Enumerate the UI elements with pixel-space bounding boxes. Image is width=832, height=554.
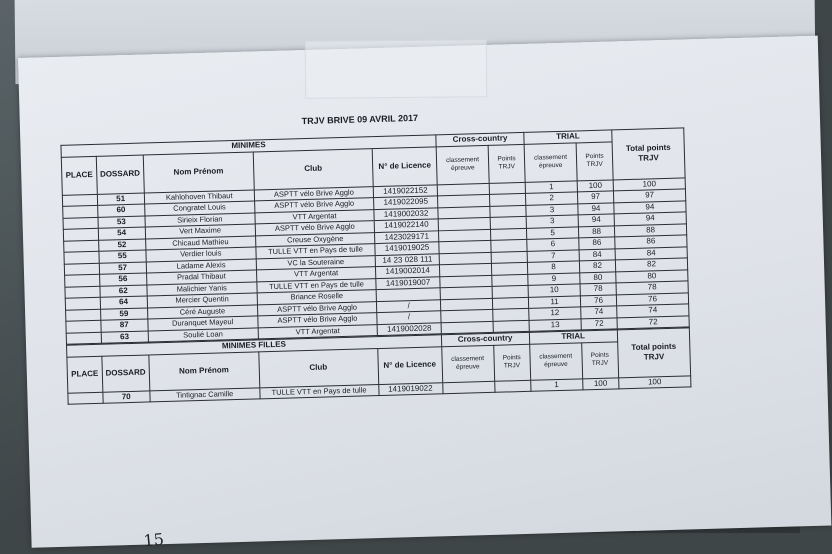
col-trial-classement: classement épreuve [524, 142, 577, 181]
club-cell: ASPTT vélo Brive Agglo [254, 198, 374, 213]
trial-classement-cell: 1 [530, 378, 582, 391]
cross-points-cell [492, 297, 528, 310]
cross-points-cell [490, 216, 526, 229]
minimes-section-header: MINIMES [61, 135, 436, 157]
trial-classement-cell: 5 [527, 226, 579, 239]
licence-cell: 1419019007 [376, 276, 440, 289]
trial-classement-cell: 7 [527, 249, 579, 262]
trial-classement-cell: 3 [526, 203, 578, 216]
club-cell: TULLE VTT en Pays de tulle [256, 244, 376, 259]
total-cell: 97 [614, 189, 686, 203]
page-title: TRJV BRIVE 09 AVRIL 2017 [301, 112, 419, 127]
trial-header: TRIAL [524, 130, 612, 144]
club-cell: Briance Roselle [257, 290, 377, 305]
name-cell: Chicaud Mathieu [145, 235, 255, 250]
cross-points-cell [491, 262, 527, 275]
trial-points-cell: 94 [578, 202, 614, 215]
name-cell: Tintignac Camille [150, 387, 260, 402]
trial-points-cell: 76 [580, 294, 616, 307]
place-cell [64, 263, 99, 275]
club-cell: VC la Souteraine [256, 255, 376, 270]
trial-points-cell: 78 [580, 283, 616, 296]
place-cell [66, 332, 101, 344]
name-cell: Ladame Alexis [146, 258, 256, 273]
filles-cross-country-header: Cross-country [441, 332, 529, 346]
name-cell: Verdier louis [146, 247, 256, 262]
trial-classement-cell: 6 [527, 238, 579, 251]
filles-trial-header: TRIAL [529, 330, 617, 344]
licence-cell: 1419022140 [374, 219, 438, 232]
col-club: Club [253, 148, 373, 189]
name-cell: Vert Maxime [145, 224, 255, 239]
licence-cell: 1419002032 [374, 207, 438, 220]
dossard-cell: 70 [103, 390, 150, 403]
handwritten-note: 15 [142, 529, 165, 551]
name-cell: Congratel Louis [144, 201, 254, 216]
licence-cell: / [377, 299, 441, 312]
cross-classement-cell [442, 381, 494, 394]
trial-points-cell: 72 [581, 317, 617, 330]
club-cell: ASPTT vélo Brive Agglo [258, 313, 378, 328]
place-cell [64, 240, 99, 252]
dossard-cell: 63 [101, 330, 148, 343]
trial-points-cell: 74 [581, 306, 617, 319]
dossard-cell: 54 [98, 227, 145, 240]
trial-classement-cell: 13 [529, 318, 581, 331]
dossard-cell: 59 [100, 307, 147, 320]
total-cell: 76 [616, 292, 688, 306]
dossard-cell: 62 [100, 284, 147, 297]
minimes-rows [62, 177, 689, 344]
place-cell [63, 228, 98, 240]
filles-col-nom: Nom Prénom [149, 351, 260, 390]
col-place: PLACE [61, 156, 97, 195]
trial-points-cell: 84 [579, 248, 615, 261]
licence-cell: 1419022152 [373, 184, 437, 197]
cross-points-cell [493, 308, 529, 321]
total-cell: 94 [614, 212, 686, 226]
name-cell: Sirieix Florian [145, 212, 255, 227]
col-dossard: DOSSARD [96, 155, 144, 194]
cross-points-cell [494, 380, 530, 393]
dossard-cell: 87 [101, 319, 148, 332]
club-cell: VTT Argentat [256, 267, 376, 282]
filles-col-licence: N° de Licence [377, 346, 442, 384]
trial-classement-cell: 9 [528, 272, 580, 285]
trial-points-cell: 100 [577, 179, 613, 192]
club-cell: VTT Argentat [258, 324, 378, 339]
trial-classement-cell: 12 [529, 307, 581, 320]
filles-col-trial-classement: classement épreuve [529, 342, 582, 379]
club-cell: TULLE VTT en Pays de tulle [259, 384, 378, 399]
minimes-filles-section-header: MINIMES FILLES [67, 335, 442, 357]
name-cell: Malichier Yanis [147, 281, 257, 296]
cross-points-cell [492, 274, 528, 287]
place-cell [66, 320, 101, 332]
club-cell: ASPTT vélo Brive Agglo [254, 186, 374, 201]
dossard-cell: 64 [100, 296, 147, 309]
total-cell: 100 [618, 375, 690, 389]
filles-col-dossard: DOSSARD [102, 354, 150, 391]
col-licence: N° de Licence [372, 146, 437, 186]
name-cell: Mercier Quentin [147, 293, 257, 308]
results-sheet [60, 105, 708, 405]
name-cell: Céré Auguste [147, 304, 257, 319]
paper-sheet [18, 36, 831, 551]
licence-cell: 1419002014 [376, 265, 440, 278]
filles-col-trial-points: Points TRJV [581, 341, 618, 378]
name-cell: Pradal Thibaut [146, 270, 256, 285]
trial-classement-cell: 2 [526, 192, 578, 205]
trial-points-cell: 80 [580, 271, 616, 284]
dossard-cell: 51 [97, 193, 144, 206]
filles-col-cross-classement: classement épreuve [441, 345, 494, 382]
dossard-cell: 55 [99, 250, 146, 263]
place-cell [66, 309, 101, 321]
name-cell: Kahlohoven Thibaut [144, 189, 254, 204]
col-trial-points: Points TRJV [576, 141, 613, 180]
licence-cell: 1423029171 [375, 230, 439, 243]
dossard-cell: 53 [98, 216, 145, 229]
filles-col-place: PLACE [67, 356, 103, 393]
licence-cell: 1419022095 [374, 196, 438, 209]
total-cell: 86 [615, 235, 687, 249]
name-cell: Duranquet Mayeul [147, 316, 257, 331]
club-cell: ASPTT vélo Brive Agglo [255, 221, 375, 236]
place-cell [65, 286, 100, 298]
trial-classement-cell: 10 [528, 284, 580, 297]
col-cross-points: Points TRJV [488, 144, 525, 183]
total-cell: 78 [616, 281, 688, 295]
place-cell [68, 392, 103, 404]
cross-points-cell [489, 182, 525, 195]
filles-col-cross-points: Points TRJV [493, 344, 530, 381]
total-cell: 82 [615, 258, 687, 272]
dossard-cell: 56 [99, 273, 146, 286]
trial-points-cell: 88 [578, 225, 614, 238]
place-cell [65, 274, 100, 286]
trial-points-cell: 94 [578, 214, 614, 227]
col-nom: Nom Prénom [143, 151, 254, 192]
dossard-cell: 60 [97, 204, 144, 217]
cross-country-header: Cross-country [436, 132, 524, 146]
trial-classement-cell: 11 [528, 295, 580, 308]
cross-points-cell [493, 320, 529, 333]
place-cell [63, 217, 98, 229]
place-cell [64, 251, 99, 263]
total-points-header: Total points TRJV [612, 128, 685, 179]
total-cell: 84 [615, 246, 687, 260]
place-cell [62, 194, 97, 206]
cross-points-cell [490, 228, 526, 241]
trial-points-cell: 82 [579, 260, 615, 273]
licence-cell: 1419019022 [378, 382, 442, 395]
total-cell: 94 [614, 200, 686, 214]
club-cell: TULLE VTT en Pays de tulle [257, 278, 377, 293]
total-cell: 80 [616, 269, 688, 283]
col-cross-classement: classement épreuve [436, 145, 489, 184]
filles-col-club: Club [258, 348, 378, 387]
total-cell: 74 [617, 304, 689, 318]
licence-cell: 1419019025 [375, 242, 439, 255]
club-cell: VTT Argentat [255, 209, 375, 224]
total-cell: 88 [614, 223, 686, 237]
filles-total-points-header: Total points TRJV [617, 328, 690, 377]
place-cell [65, 297, 100, 309]
club-cell: Creuse Oxygène [255, 232, 375, 247]
trial-points-cell: 86 [579, 237, 615, 250]
dossard-cell: 52 [98, 239, 145, 252]
licence-cell: 1419002028 [377, 322, 441, 335]
club-cell: ASPTT vélo Brive Agglo [257, 301, 377, 316]
tape-strip [305, 39, 487, 99]
trial-classement-cell: 1 [525, 180, 577, 193]
name-cell: Soulié Loan [148, 327, 258, 342]
licence-cell: / [377, 311, 441, 324]
total-cell: 72 [617, 315, 689, 329]
trial-points-cell: 100 [582, 377, 618, 390]
place-cell [63, 205, 98, 217]
trial-points-cell: 97 [577, 191, 613, 204]
cross-points-cell [490, 193, 526, 206]
trial-classement-cell: 3 [526, 215, 578, 228]
minimes-table [60, 127, 689, 344]
dossard-cell: 57 [99, 262, 146, 275]
total-cell: 100 [613, 177, 685, 191]
licence-cell: 14 23 028 111 [375, 253, 439, 266]
trial-classement-cell: 8 [527, 261, 579, 274]
cross-classement-cell [441, 321, 493, 334]
